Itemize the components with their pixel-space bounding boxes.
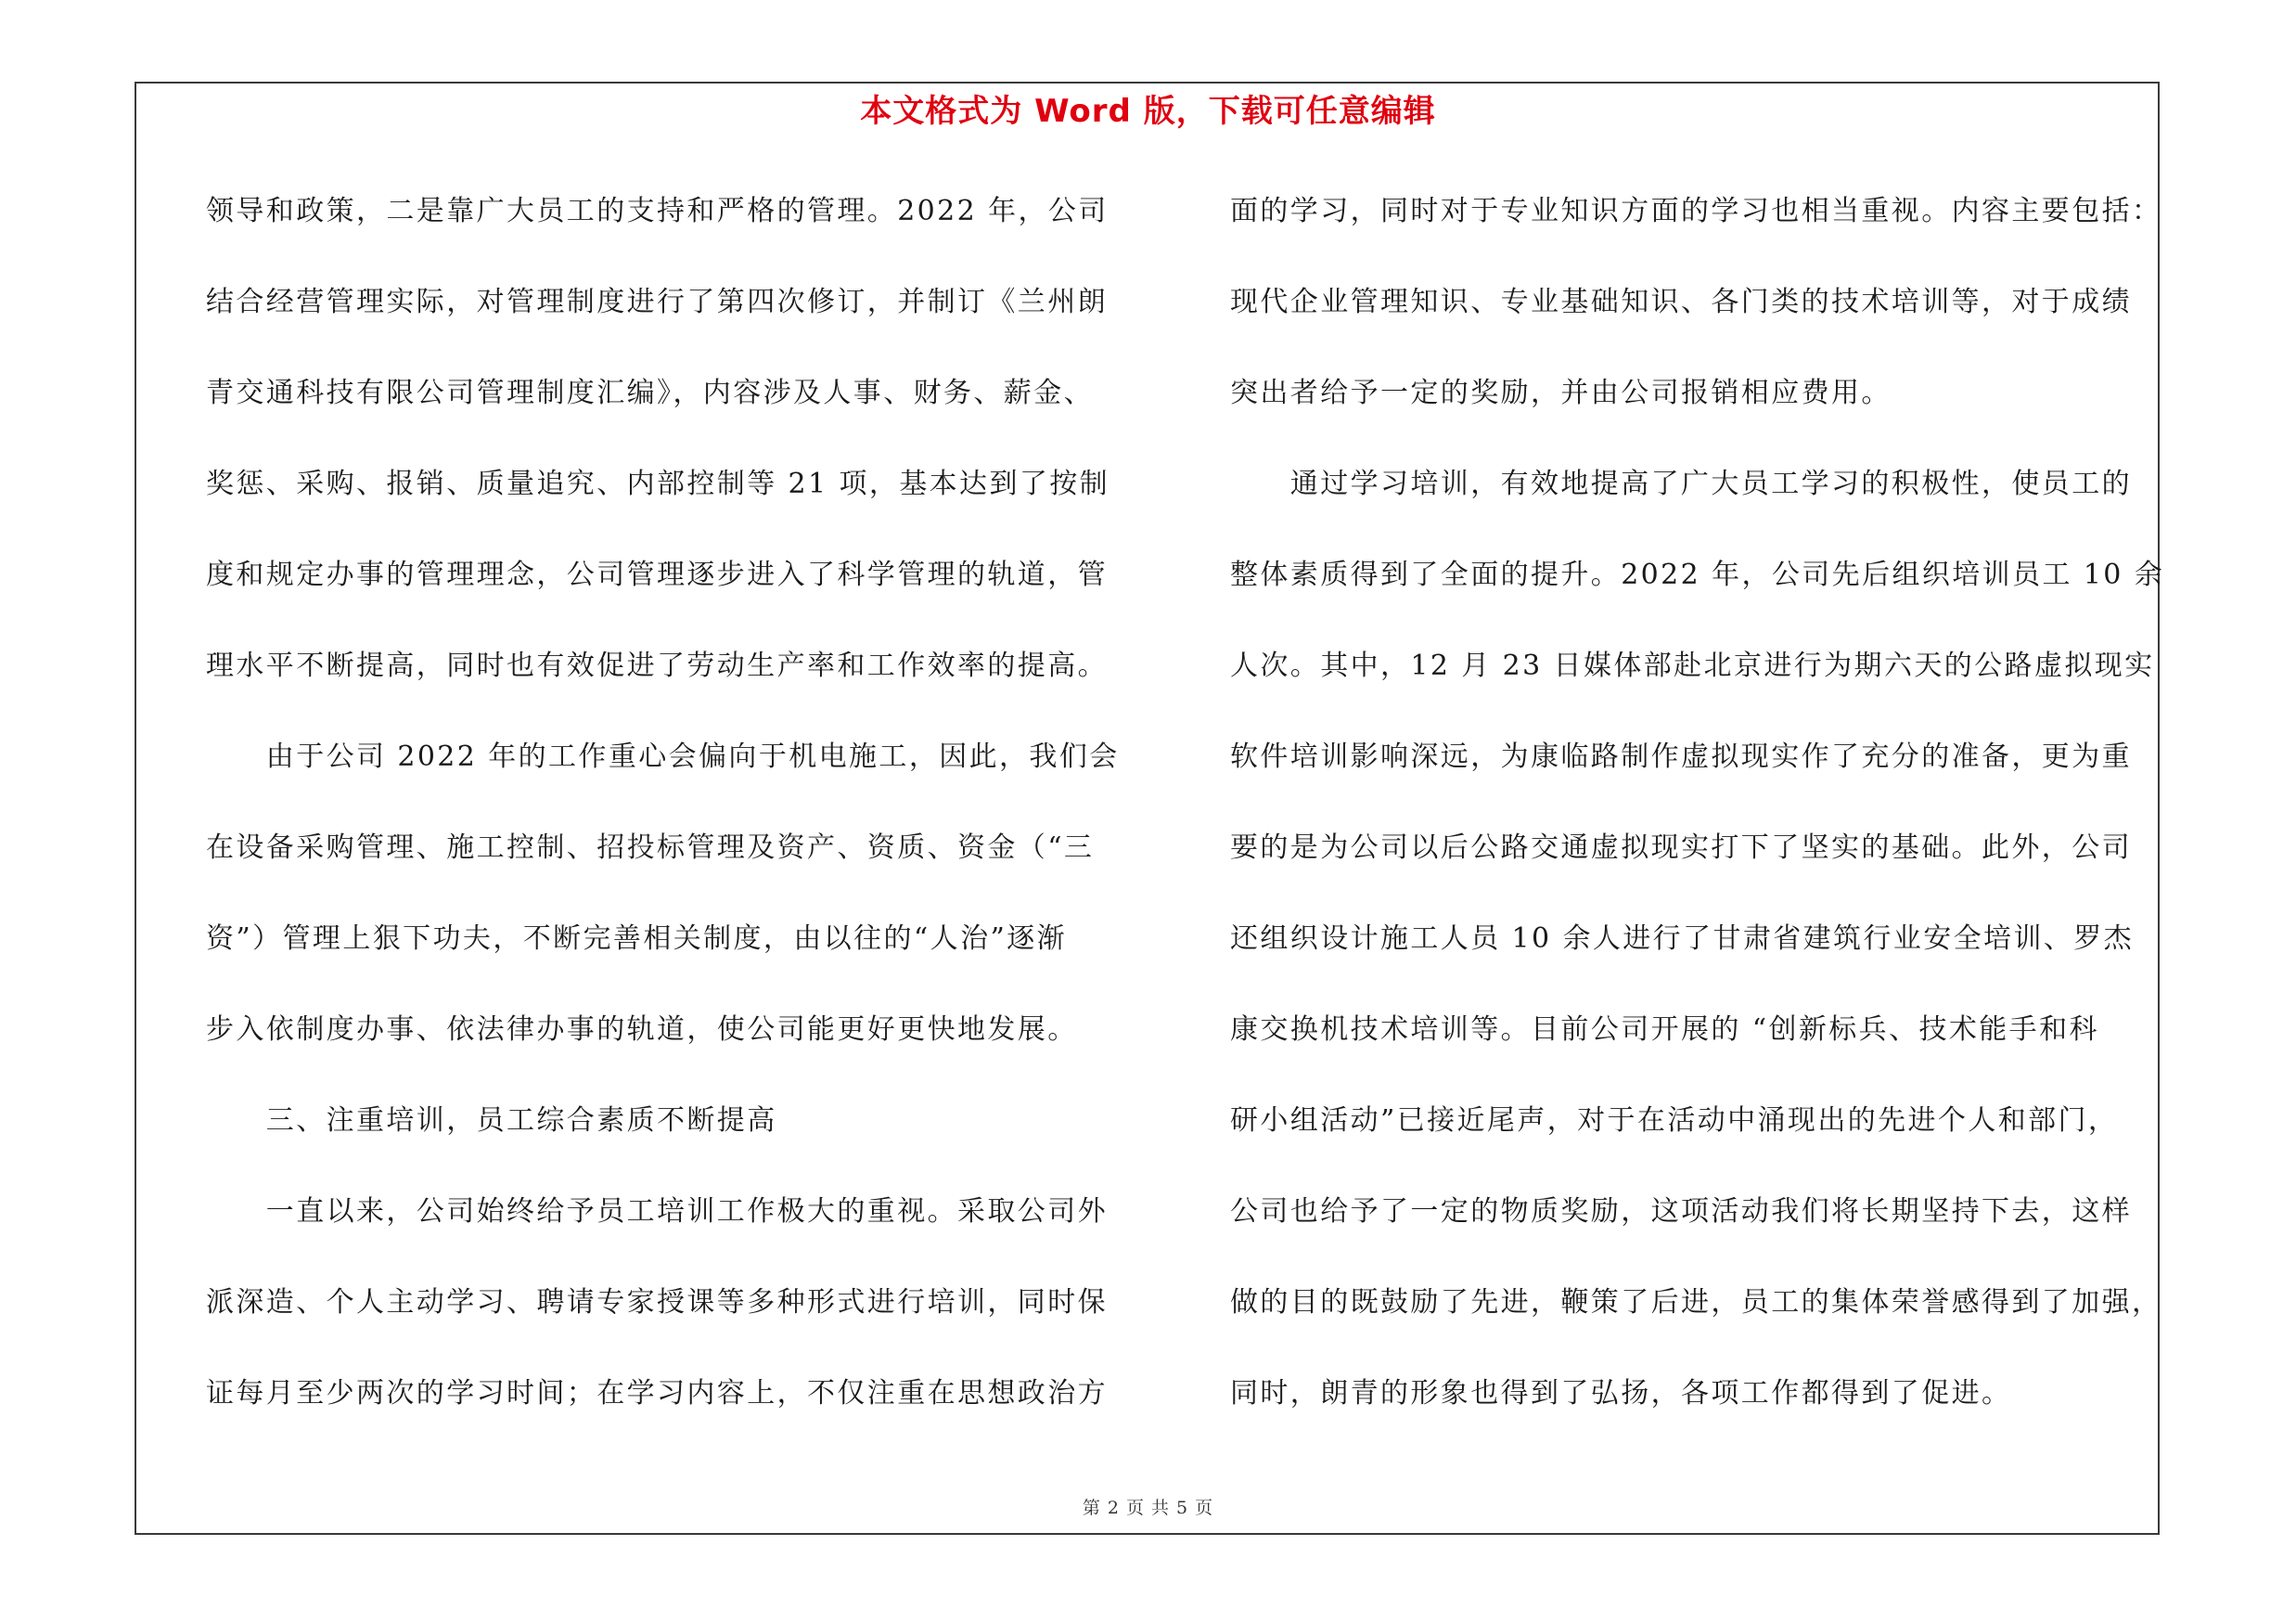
text-line: 领导和政策，二是靠广大员工的支持和严格的管理。2022 年，公司 bbox=[206, 195, 1109, 227]
text-line: 在设备采购管理、施工控制、招投标管理及资产、资质、资金（“三 bbox=[206, 831, 1095, 864]
text-line: 派深造、个人主动学习、聘请专家授课等多种形式进行培训，同时保 bbox=[206, 1286, 1108, 1319]
text-line: 现代企业管理知识、专业基础知识、各门类的技术培训等，对于成绩 bbox=[1230, 286, 2132, 318]
text-line: 证每月至少两次的学习时间；在学习内容上，不仅注重在思想政治方 bbox=[206, 1377, 1108, 1410]
text-line: 面的学习，同时对于专业知识方面的学习也相当重视。内容主要包括： bbox=[1230, 195, 2162, 227]
left-column bbox=[206, 186, 1138, 1459]
text-line: 还组织设计施工人员 10 余人进行了甘肃省建筑行业安全培训、罗杰 bbox=[1230, 922, 2135, 955]
text-line: 结合经营管理实际，对管理制度进行了第四次修订，并制订《兰州朗 bbox=[206, 286, 1108, 318]
text-line: 康交换机技术培训等。目前公司开展的 “创新标兵、技术能手和科 bbox=[1230, 1013, 2099, 1046]
text-line: 青交通科技有限公司管理制度汇编》，内容涉及人事、财务、薪金、 bbox=[206, 377, 1094, 409]
right-column bbox=[1230, 186, 2167, 1459]
text-line: 由于公司 2022 年的工作重心会偏向于机电施工，因此，我们会 bbox=[206, 741, 1120, 773]
text-line: 研小组活动”已接近尾声，对于在活动中涌现出的先进个人和部门， bbox=[1230, 1104, 2119, 1137]
text-line: 软件培训影响深远，为康临路制作虚拟现实作了充分的准备，更为重 bbox=[1230, 741, 2132, 773]
text-line: 度和规定办事的管理理念，公司管理逐步进入了科学管理的轨道，管 bbox=[206, 559, 1108, 591]
page-number: 第 2 页 共 5 页 bbox=[1082, 1498, 1214, 1518]
text-line: 公司也给予了一定的物质奖励，这项活动我们将长期坚持下去，这样 bbox=[1230, 1195, 2132, 1228]
text-line: 突出者给予一定的奖励，并由公司报销相应费用。 bbox=[1230, 377, 1892, 409]
text-line: 通过学习培训，有效地提高了广大员工学习的积极性，使员工的 bbox=[1230, 468, 2132, 500]
text-line: 奖惩、采购、报销、质量追究、内部控制等 21 项，基本达到了按制 bbox=[206, 468, 1110, 500]
section-heading: 三、注重培训，员工综合素质不断提高 bbox=[206, 1104, 777, 1137]
text-line: 一直以来，公司始终给予员工培训工作极大的重视。采取公司外 bbox=[206, 1195, 1108, 1228]
text-line: 人次。其中，12 月 23 日媒体部赴北京进行为期六天的公路虚拟现实 bbox=[1230, 650, 2155, 682]
format-banner: 本文格式为 Word 版，下载可任意编辑 bbox=[860, 93, 1436, 130]
text-line: 理水平不断提高，同时也有效促进了劳动生产率和工作效率的提高。 bbox=[206, 650, 1108, 682]
text-line: 资”）管理上狠下功夫，不断完善相关制度，由以往的“人治”逐渐 bbox=[206, 922, 1068, 955]
text-line: 同时，朗青的形象也得到了弘扬，各项工作都得到了促进。 bbox=[1230, 1377, 2012, 1410]
text-line: 要的是为公司以后公路交通虚拟现实打下了坚实的基础。此外，公司 bbox=[1230, 831, 2132, 864]
text-line: 做的目的既鼓励了先进，鞭策了后进，员工的集体荣誉感得到了加强， bbox=[1230, 1286, 2162, 1319]
text-line: 整体素质得到了全面的提升。2022 年，公司先后组织培训员工 10 余 bbox=[1230, 559, 2165, 591]
text-line: 步入依制度办事、依法律办事的轨道，使公司能更好更快地发展。 bbox=[206, 1013, 1078, 1046]
